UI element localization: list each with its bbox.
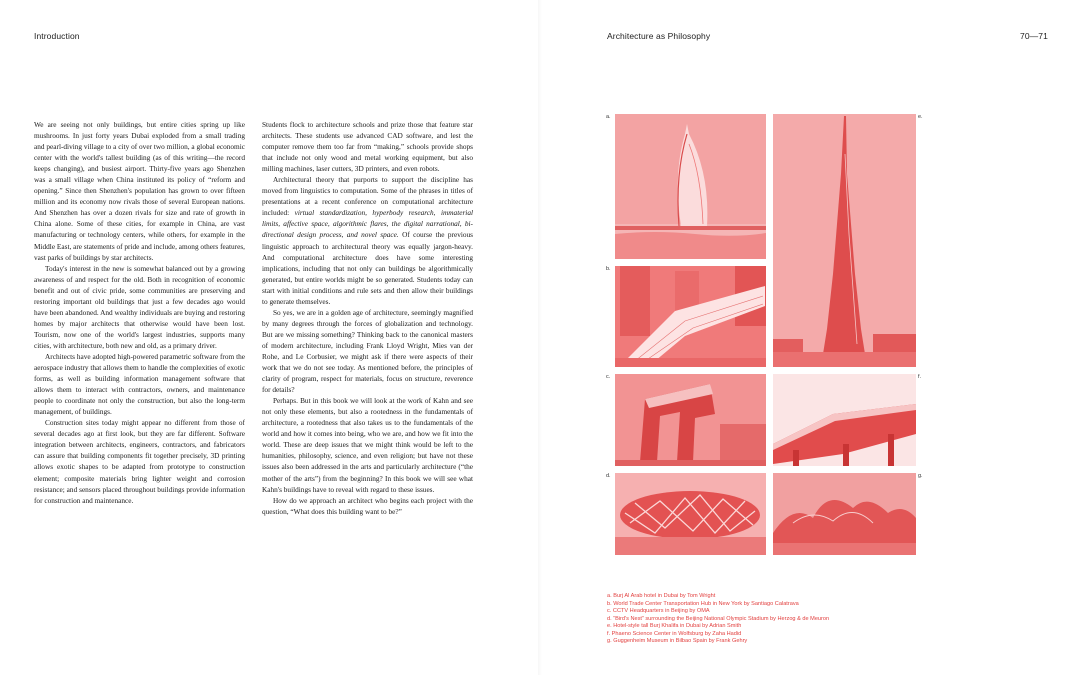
- italic-phrases: virtual standardization, hyperbody research, immaterial limits, affective space, algorithmic flares, the digital narrational, bi-directional design process, and novel space.: [262, 208, 473, 240]
- photo-letter-e: e.: [918, 114, 923, 120]
- photo-burj-al-arab: [615, 114, 766, 259]
- photo-phaeno-science-center: [773, 374, 916, 466]
- paragraph: We are seeing not only buildings, but entire cities spring up like mushrooms. In just forty years Dubai exploded from a small trading and pearl-diving village to a city of over two million, a global economic center with the world's tallest building (as of this writing—the record keeps changing), and busiest airport. Thirty-five years ago Shenzhen was a small village when China instituted its policy of “reform and opening.” Since then Shenzhen's population has grown to over fifteen million and its economy now rivals those of several European nations. And Shenzhen has over a dozen rivals for size and rate of growth in China alone. Some of these cities, for example in China, are vast manufacturing or technology centers, while others, for example in the Middle East, are statements of pride and include, among others features, vast parks of buildings by star architects.: [34, 120, 245, 262]
- paragraph: Architects have adopted high-powered parametric software from the aerospace industry that allows them to handle the complexities of exotic forms, as well as building information management software that allows them to interact with contractors, owners, and maintenance people to coordinate not only the construction, but also the long-term management, of buildings.: [34, 351, 245, 417]
- running-head-left: Introduction: [34, 31, 80, 41]
- photo-wtc-transportation-hub: [615, 266, 766, 367]
- paragraph: Today's interest in the new is somewhat balanced out by a growing awareness of and respect for the old. Both in recognition of economic benefit and out of civic pride, some communities are preserving and restoring important old buildings that just a few decades ago would have been abandoned. And wealthy individuals are buying and restoring homes by major architects that otherwise would have been lost. Tourism, now one of the world's largest industries, supports many cities, with architecture, both new and old, as a primary driver.: [34, 263, 245, 350]
- photo-birds-nest: [615, 473, 766, 555]
- paragraph: Construction sites today might appear no different from those of several decades ago at first look, but they are far different. Software integration between architects, engineers, contractors, and fabricators can assure that building components fit together precisely, 3D printing allows exotic shapes to be adapted from prototype to construction element; composite materials bring lighter weight and corrosion resistance; and sensors placed throughout buildings provide information for construction and maintenance.: [34, 418, 245, 505]
- paragraph: Perhaps. But in this book we will look at the work of Kahn and see not only these elements, but also a rootedness in the fundamentals of architecture, a rootedness that also takes us to the fundamentals of the world and how it comes into being, who we are, and how we fit into the world. These are deep issues that we might think would be left to the humanities, philosophy, science, and even religion; but have not these issues also been addressed in the arts and particularly architecture (“the mother of the arts”) from the beginning? In this book we will see what Kahn's buildings have to reveal with regard to these issues.: [262, 396, 473, 494]
- photo-letter-b: b.: [606, 266, 611, 272]
- paragraph-text: Architectural theory that purports to support the discipline has moved from linguistics to computation. Some of the phrases in titles of presentations at a recent conference on computational architecture included:: [262, 175, 473, 218]
- caption-g: g. Guggenheim Museum in Bilbao Spain by Frank Gehry: [607, 638, 748, 644]
- paragraph: How do we approach an architect who begins each project with the question, “What does this building want to be?”: [262, 495, 473, 516]
- caption-a: a. Burj Al Arab hotel in Dubai by Tom Wright: [607, 593, 716, 599]
- photo-captions: [607, 593, 829, 646]
- text-column-2: [262, 119, 473, 517]
- paragraph: Students flock to architecture schools and prize those that feature star architects. These students use advanced CAD software, and lest the computer remove them too far from “making,” schools provide shops that include not only wood and metal working equipment, but also milling machines, laser cutters, 3D printers, and even robots.: [262, 120, 473, 174]
- photo-letter-d: d.: [606, 473, 611, 479]
- photo-letter-f: f.: [918, 374, 922, 380]
- caption-c: c. CCTV Headquarters in Beijing by OMA: [607, 608, 710, 614]
- text-column-1: [34, 119, 245, 506]
- photo-burj-khalifa: [773, 114, 916, 367]
- caption-f: f. Phaeno Science Center in Wolfsburg by Zaha Hadid: [607, 630, 742, 637]
- photo-guggenheim-bilbao: [773, 473, 916, 555]
- paragraph: [262, 174, 473, 307]
- photo-letter-c: c.: [606, 374, 611, 380]
- caption-d: d. “Bird's Nest” surrounding the Beijing National Olympic Stadium by Herzog & de Meuron: [607, 615, 830, 622]
- running-head-right: Architecture as Philosophy: [607, 31, 711, 41]
- photo-letter-g: g.: [918, 473, 923, 479]
- paragraph: So yes, we are in a golden age of architecture, seemingly magnified by many degrees through the forces of globalization and technology. But are we missing something? Thinking back to the canonical masters of modern architecture, including Frank Lloyd Wright, Mies van der Rohe, and Le Corbusier, we might ask if there were aspects of their work that we do not see today. As mentioned before, the principles of clarity of program, respect for materials, focus on structure, reverence for details?: [262, 307, 473, 395]
- page-numbers: 70—71: [1020, 31, 1048, 41]
- caption-b: b. World Trade Center Transportation Hub in New York by Santiago Calatrava: [607, 600, 799, 607]
- photo-letter-a: a.: [606, 114, 611, 120]
- book-gutter: [538, 0, 542, 675]
- photo-cctv-headquarters: [615, 374, 766, 466]
- caption-e: e. Hotel-style tall Burj Khalifa in Dubai by Adrian Smith: [607, 623, 742, 629]
- paragraph-text: Of course the previous linguistic approach to architectural theory was equally jargon-heavy. And computational architecture does have some interesting implications, including that not only can buildings be algorithmically generated, but entire worlds might be so generated. Students today can start with initial conditions and rule sets and then allow their buildings to generate themselves.: [262, 230, 474, 306]
